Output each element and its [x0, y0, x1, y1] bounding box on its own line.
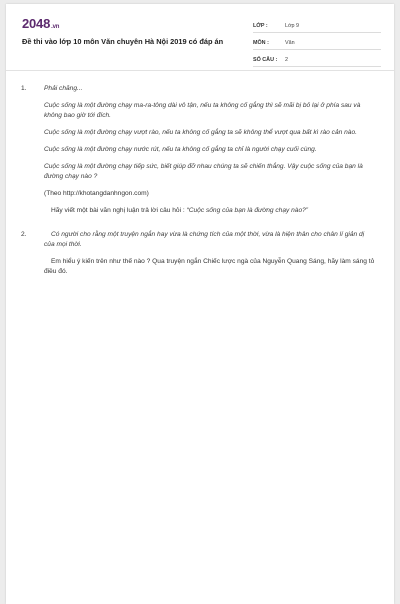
prompt-quote: “Cuộc sống của bạn là đường chạy nào?” — [186, 207, 308, 214]
exam-meta-table — [253, 16, 381, 67]
prompt-text: Hãy viết một bài văn nghị luận trả lời câu hỏi : — [51, 207, 187, 214]
header-divider — [6, 70, 394, 71]
exam-page — [6, 4, 394, 604]
passage-paragraph: Cuộc sống là một đường chạy nước rút, nếu ta không cố gắng ta chỉ là người chạy cuối cùng. — [44, 146, 317, 153]
meta-value-subject: Văn — [285, 40, 295, 46]
question-2 — [6, 230, 394, 277]
passage-paragraph: Cuộc sống là một đường chạy ma-ra-tông dài vô tận, nếu ta không cố gắng thì sẽ mãi bị bỏ lại ở phía sau và không bao giờ tới đích. — [44, 102, 361, 119]
passage-source: (Theo http://khotangdanhngon.com) — [44, 190, 149, 197]
exam-header — [6, 4, 394, 70]
meta-label-grade: LỚP : — [253, 23, 268, 29]
site-logo[interactable] — [22, 16, 59, 31]
question-prompt — [44, 206, 376, 216]
question-number: 1. — [21, 85, 27, 92]
exam-title: Đề thi vào lớp 10 môn Văn chuyên Hà Nội 2019 có đáp án — [22, 37, 224, 46]
meta-label-subject: MÔN : — [253, 40, 269, 46]
logo-text: 2048 — [22, 16, 51, 31]
question-number: 2. — [21, 231, 27, 238]
meta-row-grade — [253, 16, 381, 33]
exam-content — [6, 84, 394, 284]
meta-row-question-count — [253, 50, 381, 67]
passage-paragraph: Cuộc sống là một đường chạy tiếp sức, biết giúp đỡ nhau chúng ta sẽ chiến thắng. Vậy cuộc sống của bạn là đường chạy nào ? — [44, 163, 363, 180]
question-lead: Có người cho rằng một truyện ngắn hay vừa là chứng tích của một thời, vừa là hiện thân cho chân lí giản dị của mọi thời. — [44, 231, 365, 248]
question-1 — [6, 84, 394, 216]
question-task: Em hiểu ý kiến trên như thế nào ? Qua truyện ngắn Chiếc lược ngà của Nguyễn Quang Sáng, hãy làm sáng tỏ điều đó. — [44, 258, 375, 275]
meta-value-question-count: 2 — [285, 57, 288, 63]
meta-row-subject — [253, 33, 381, 50]
question-lead: Phải chăng... — [44, 85, 83, 92]
logo-tld: .vn — [51, 24, 60, 30]
passage-paragraph: Cuộc sống là một đường chạy vượt rào, nếu ta không cố gắng ta sẽ không thể vượt qua bất kì rào cản nào. — [44, 129, 357, 136]
meta-value-grade: Lớp 9 — [285, 23, 300, 29]
meta-label-question-count: SỐ CÂU : — [253, 57, 278, 63]
